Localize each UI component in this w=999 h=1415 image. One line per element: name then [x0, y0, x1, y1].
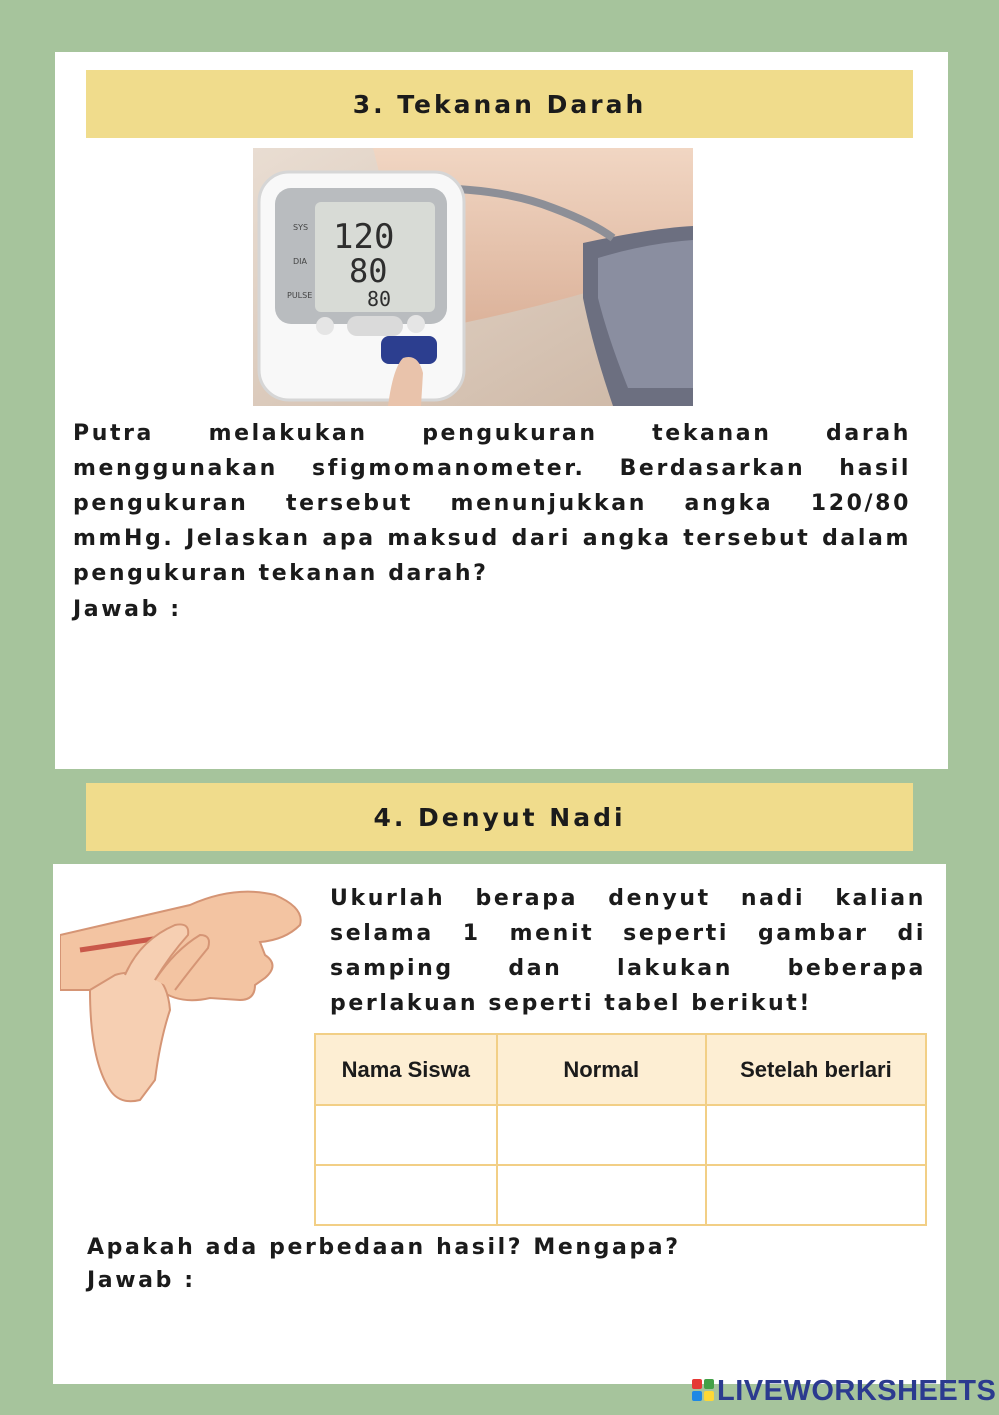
- table-cell[interactable]: [315, 1165, 497, 1225]
- header-setelah-berlari: Setelah berlari: [706, 1034, 926, 1105]
- device-sys-value: 120: [333, 217, 395, 257]
- section-4-answer-label: Jawab :: [87, 1268, 196, 1293]
- pulse-table: [314, 1033, 927, 1226]
- device-sys-label: SYS: [293, 223, 309, 232]
- section-4-title: 4. Denyut Nadi: [86, 783, 913, 851]
- liveworksheets-logo-icon: [692, 1379, 714, 1403]
- table-row: [315, 1165, 926, 1225]
- device-pulse-value: 80: [367, 287, 392, 311]
- table-cell[interactable]: [315, 1105, 497, 1165]
- section-4-instruction: Ukurlah berapa denyut nadi kalian selama 1 menit seperti gambar di samping dan lakukan beberapa perlakuan seperti tabel berikut!: [330, 886, 926, 1016]
- table-cell[interactable]: [497, 1165, 706, 1225]
- section-3-answer-label: Jawab :: [73, 597, 182, 622]
- liveworksheets-brand[interactable]: [692, 1376, 996, 1406]
- section-3-question: Putra melakukan pengukuran tekanan darah menggunakan sfigmomanometer. Berdasarkan hasil pengukuran tersebut menunjukkan angka 120/80 mmHg. Jelaskan apa maksud dari angka tersebut dalam pengukuran tekanan darah?: [73, 421, 911, 586]
- table-cell[interactable]: [706, 1105, 926, 1165]
- device-dia-value: 80: [349, 252, 388, 290]
- section-4-question: Apakah ada perbedaan hasil? Mengapa?: [87, 1235, 681, 1260]
- pulse-check-illustration: [60, 880, 310, 1115]
- table-cell[interactable]: [706, 1165, 926, 1225]
- table-row: [315, 1105, 926, 1165]
- device-dia-label: DIA: [293, 257, 307, 266]
- device-pulse-label: PULSE: [287, 291, 313, 300]
- liveworksheets-wordmark: LIVEWORKSHEETS: [717, 1374, 997, 1407]
- table-header-row: [315, 1034, 926, 1105]
- section-3-title: 3. Tekanan Darah: [86, 70, 913, 138]
- blood-pressure-photo: [253, 148, 693, 406]
- table-cell[interactable]: [497, 1105, 706, 1165]
- header-nama-siswa: Nama Siswa: [315, 1034, 497, 1105]
- header-normal: Normal: [497, 1034, 706, 1105]
